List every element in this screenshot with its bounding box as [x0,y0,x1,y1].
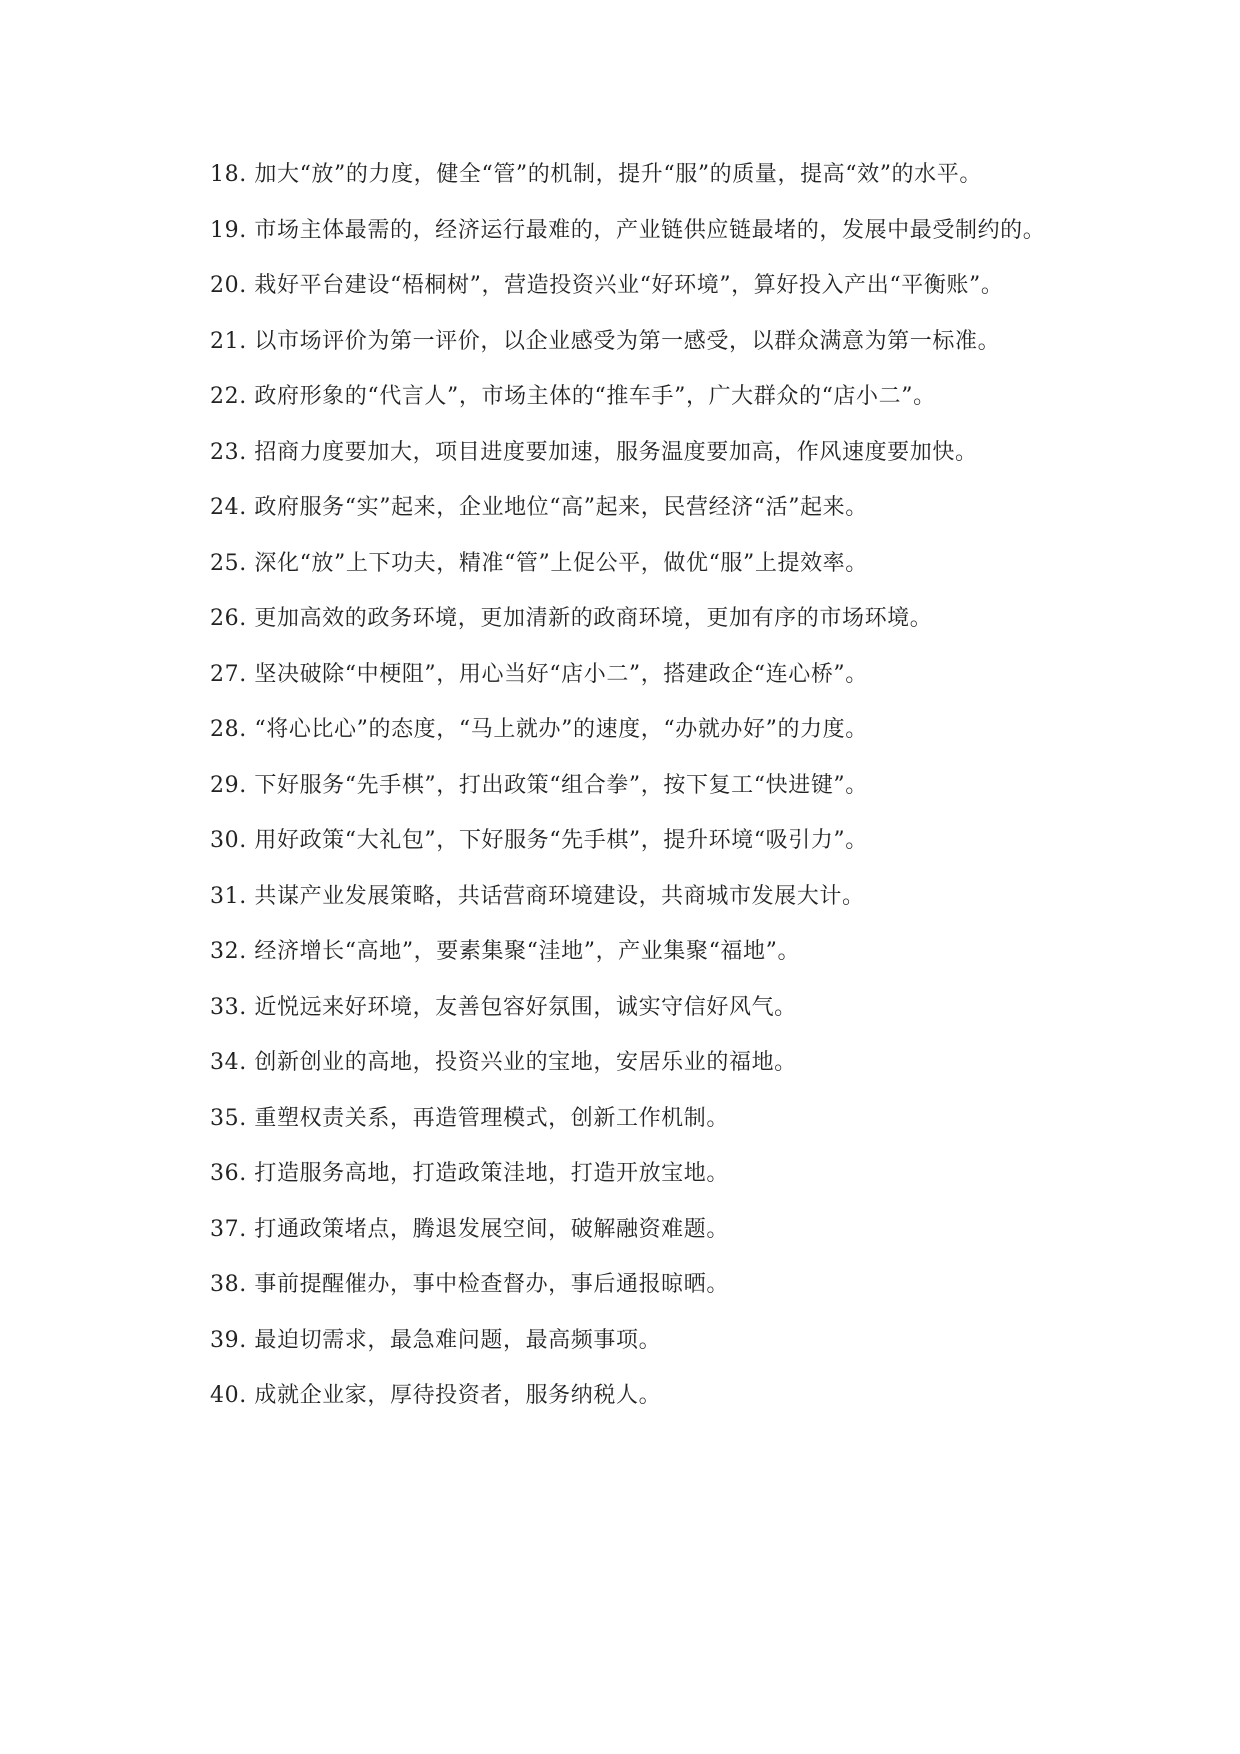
list-item: 28. “将心比心”的态度，“马上就办”的速度，“办就办好”的力度。 [210,717,868,742]
list-item: 18. 加大“放”的力度，健全“管”的机制，提升“服”的质量，提高“效”的水平。 [210,162,982,187]
list-item: 25. 深化“放”上下功夫，精准“管”上促公平，做优“服”上提效率。 [210,550,868,576]
list-item: 21. 以市场评价为第一评价，以企业感受为第一感受，以群众满意为第一标准。 [210,328,1001,354]
list-item: 36. 打造服务高地，打造政策洼地，打造开放宝地。 [210,1161,729,1186]
list-item: 33. 近悦远来好环境，友善包容好氛围，诚实守信好风气。 [210,994,797,1020]
list-item: 31. 共谋产业发展策略，共话营商环境建设，共商城市发展大计。 [210,883,865,909]
list-item: 32. 经济增长“高地”，要素集聚“洼地”，产业集聚“福地”。 [210,939,801,964]
list-item: 40. 成就企业家，厚待投资者，服务纳税人。 [210,1383,662,1408]
list-item: 39. 最迫切需求，最急难问题，最高频事项。 [210,1327,662,1353]
list-item: 22. 政府形象的“代言人”，市场主体的“推车手”，广大群众的“店小二”。 [210,384,936,409]
list-item: 38. 事前提醒催办，事中检查督办，事后通报晾晒。 [210,1272,729,1297]
list-item: 23. 招商力度要加大，项目进度要加速，服务温度要加高，作风速度要加快。 [210,439,978,465]
list-item: 30. 用好政策“大礼包”，下好服务“先手棋”，提升环境“吸引力”。 [210,828,868,853]
numbered-list [160,158,1098,1435]
list-item: 37. 打通政策堵点，腾退发展空间，破解融资难题。 [210,1216,729,1242]
list-item: 20. 栽好平台建设“梧桐树”，营造投资兴业“好环境”，算好投入产出“平衡账”。 [210,273,1004,298]
list-item: 27. 坚决破除“中梗阻”，用心当好“店小二”，搭建政企“连心桥”。 [210,661,868,687]
list-item: 26. 更加高效的政务环境，更加清新的政商环境，更加有序的市场环境。 [210,606,933,631]
list-item: 34. 创新创业的高地，投资兴业的宝地，安居乐业的福地。 [210,1050,797,1075]
list-item: 24. 政府服务“实”起来，企业地位“高”起来，民营经济“活”起来。 [210,495,868,520]
list-item: 19. 市场主体最需的，经济运行最难的，产业链供应链最堵的，发展中最受制约的。 [210,217,1046,243]
list-item: 29. 下好服务“先手棋”，打出政策“组合拳”，按下复工“快进键”。 [210,772,868,798]
list-item: 35. 重塑权责关系，再造管理模式，创新工作机制。 [210,1105,729,1131]
